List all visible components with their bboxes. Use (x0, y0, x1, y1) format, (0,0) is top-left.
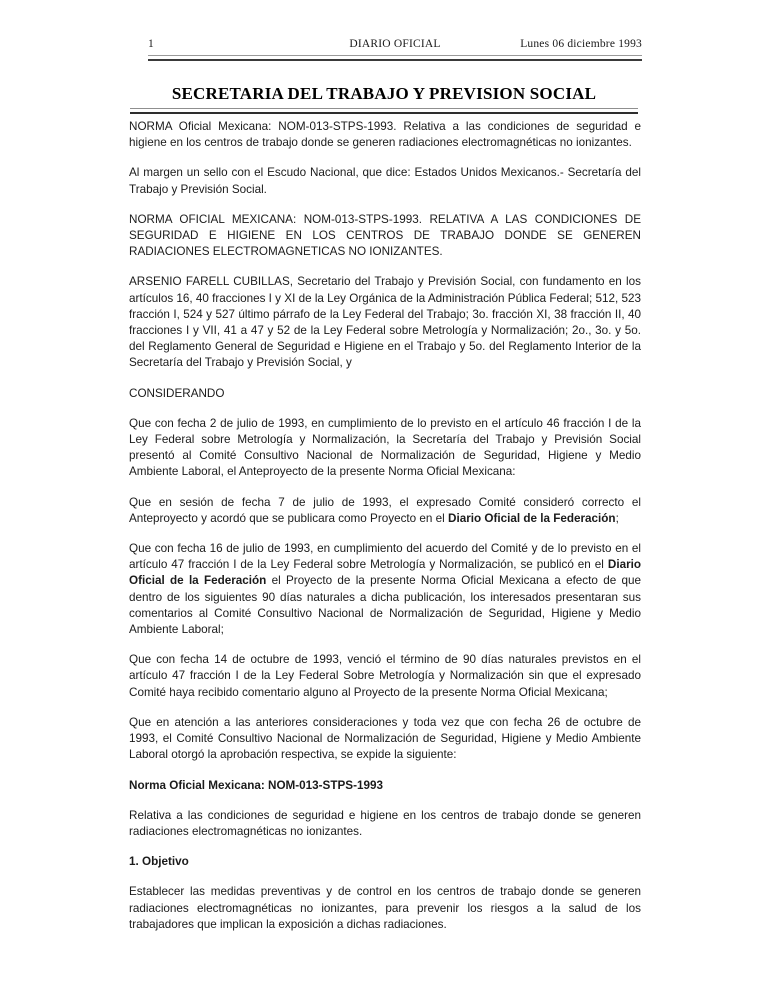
department-title: SECRETARIA DEL TRABAJO Y PREVISION SOCIAL (171, 84, 597, 103)
paragraph-considerando-3 (129, 541, 641, 638)
section-heading-objetivo: 1. Objetivo (129, 855, 189, 869)
considerando-2-text-c: ; (615, 511, 619, 525)
considerando-3-text-c: el Proyecto de la presente Norma Oficial Mexicana a efecto de que dentro de los siguientes 90 días naturales a dicha publicación, los interesados presentaran sus comentarios al Comité Consultivo Nacional de Normalización de Seguridad, Higiene y Medio Ambiente Laboral; (129, 574, 641, 637)
title-rule (130, 108, 638, 114)
paragraph-objetivo-text: Establecer las medidas preventivas y de control en los centros de trabajo donde se generen radiaciones electromagnéticas no ionizantes, para prevenir los riesgos a la salud de los trabajadores que implican la exposición a dichas radiaciones. (129, 885, 641, 931)
paragraph-norm-name-heading: Norma Oficial Mexicana: NOM-013-STPS-1993 (129, 778, 383, 792)
paragraph-norm-title-caps: NORMA OFICIAL MEXICANA: NOM-013-STPS-1993. RELATIVA A LAS CONDICIONES DE SEGURIDAD E HIGIENE EN LOS CENTROS DE TRABAJO DONDE SE GENEREN RADIACIONES ELECTROMAGNETICAS NO IONIZANTES. (129, 212, 641, 259)
paragraph-norm-summary: NORMA Oficial Mexicana: NOM-013-STPS-1993. Relativa a las condiciones de seguridad e higiene en los centros de trabajo donde se generen radiaciones electromagnéticas no ionizantes. (129, 120, 641, 150)
page-folio: 1 (148, 38, 154, 50)
paragraph-considerando-4: Que con fecha 14 de octubre de 1993, venció el término de 90 días naturales previstos en el artículo 47 fracción I de la Ley Federal Sobre Metrología y Normalización sin que el expresado Comité haya recibido comentario alguno al Proyecto de la presente Norma Oficial Mexicana; (129, 653, 641, 699)
publication-date: Lunes 06 diciembre 1993 (520, 38, 642, 50)
paragraph-norm-scope: Relativa a las condiciones de seguridad e higiene en los centros de trabajo donde se generen radiaciones electromagnéticas no ionizantes. (129, 808, 641, 838)
paragraph-seal-note: Al margen un sello con el Escudo Nacional, que dice: Estados Unidos Mexicanos.- Secretaría del Trabajo y Previsión Social. (129, 166, 641, 196)
paragraph-considerando-heading: CONSIDERANDO (129, 386, 225, 400)
considerando-2-text-a: Que en sesión de fecha 7 de julio de 1993, el expresado Comité consideró correcto el Anteproyecto y acordó que se publicara como Proyecto en el (129, 495, 641, 525)
considerando-3-text-a: Que con fecha 16 de julio de 1993, en cumplimiento del acuerdo del Comité y de lo previsto en el artículo 47 fracción I de la Ley Federal sobre Metrología y Normalización, se publicó en el (129, 542, 641, 572)
running-head (148, 38, 642, 50)
paragraph-considerando-1: Que con fecha 2 de julio de 1993, en cumplimiento de lo previsto en el artículo 46 fracción I de la Ley Federal sobre Metrología y Normalización, la Secretaría del Trabajo y Previsión Social presentó al Comité Consultivo Nacional de Normalización de Seguridad, Higiene y Medio Ambiente Laboral, el Anteproyecto de la presente Norma Oficial Mexicana: (129, 416, 641, 479)
paragraph-considerando-5: Que en atención a las anteriores consideraciones y toda vez que con fecha 26 de octubre de 1993, el Comité Consultivo Nacional de Normalización de Seguridad, Higiene y Medio Ambiente Laboral otorgó la aprobación respectiva, se expide la siguiente: (129, 715, 641, 762)
diario-oficial-bold-1: Diario Oficial de la Federación (448, 511, 616, 525)
publication-name: DIARIO OFICIAL (349, 38, 441, 50)
header-rule (148, 55, 642, 61)
diario-oficial-bold-2: Diario Oficial de la Federación (129, 558, 641, 588)
paragraph-legal-basis: ARSENIO FARELL CUBILLAS, Secretario del Trabajo y Previsión Social, con fundamento en los artículos 16, 40 fracciones I y XI de la Ley Orgánica de la Administración Pública Federal; 512, 523 fracción I, 524 y 527 último párrafo de la Ley Federal del Trabajo; 3o. fracción XI, 38 fracción II, 40 fracciones I y VII, 41 a 47 y 52 de la Ley Federal sobre Metrología y Normalización; 2o., 3o. y 5o. del Reglamento General de Seguridad e Higiene en el Trabajo y 5o. del Reglamento Interior de la Secretaría del Trabajo y Previsión Social, y (129, 275, 641, 370)
paragraph-considerando-2 (129, 495, 641, 527)
document-body (129, 119, 641, 933)
